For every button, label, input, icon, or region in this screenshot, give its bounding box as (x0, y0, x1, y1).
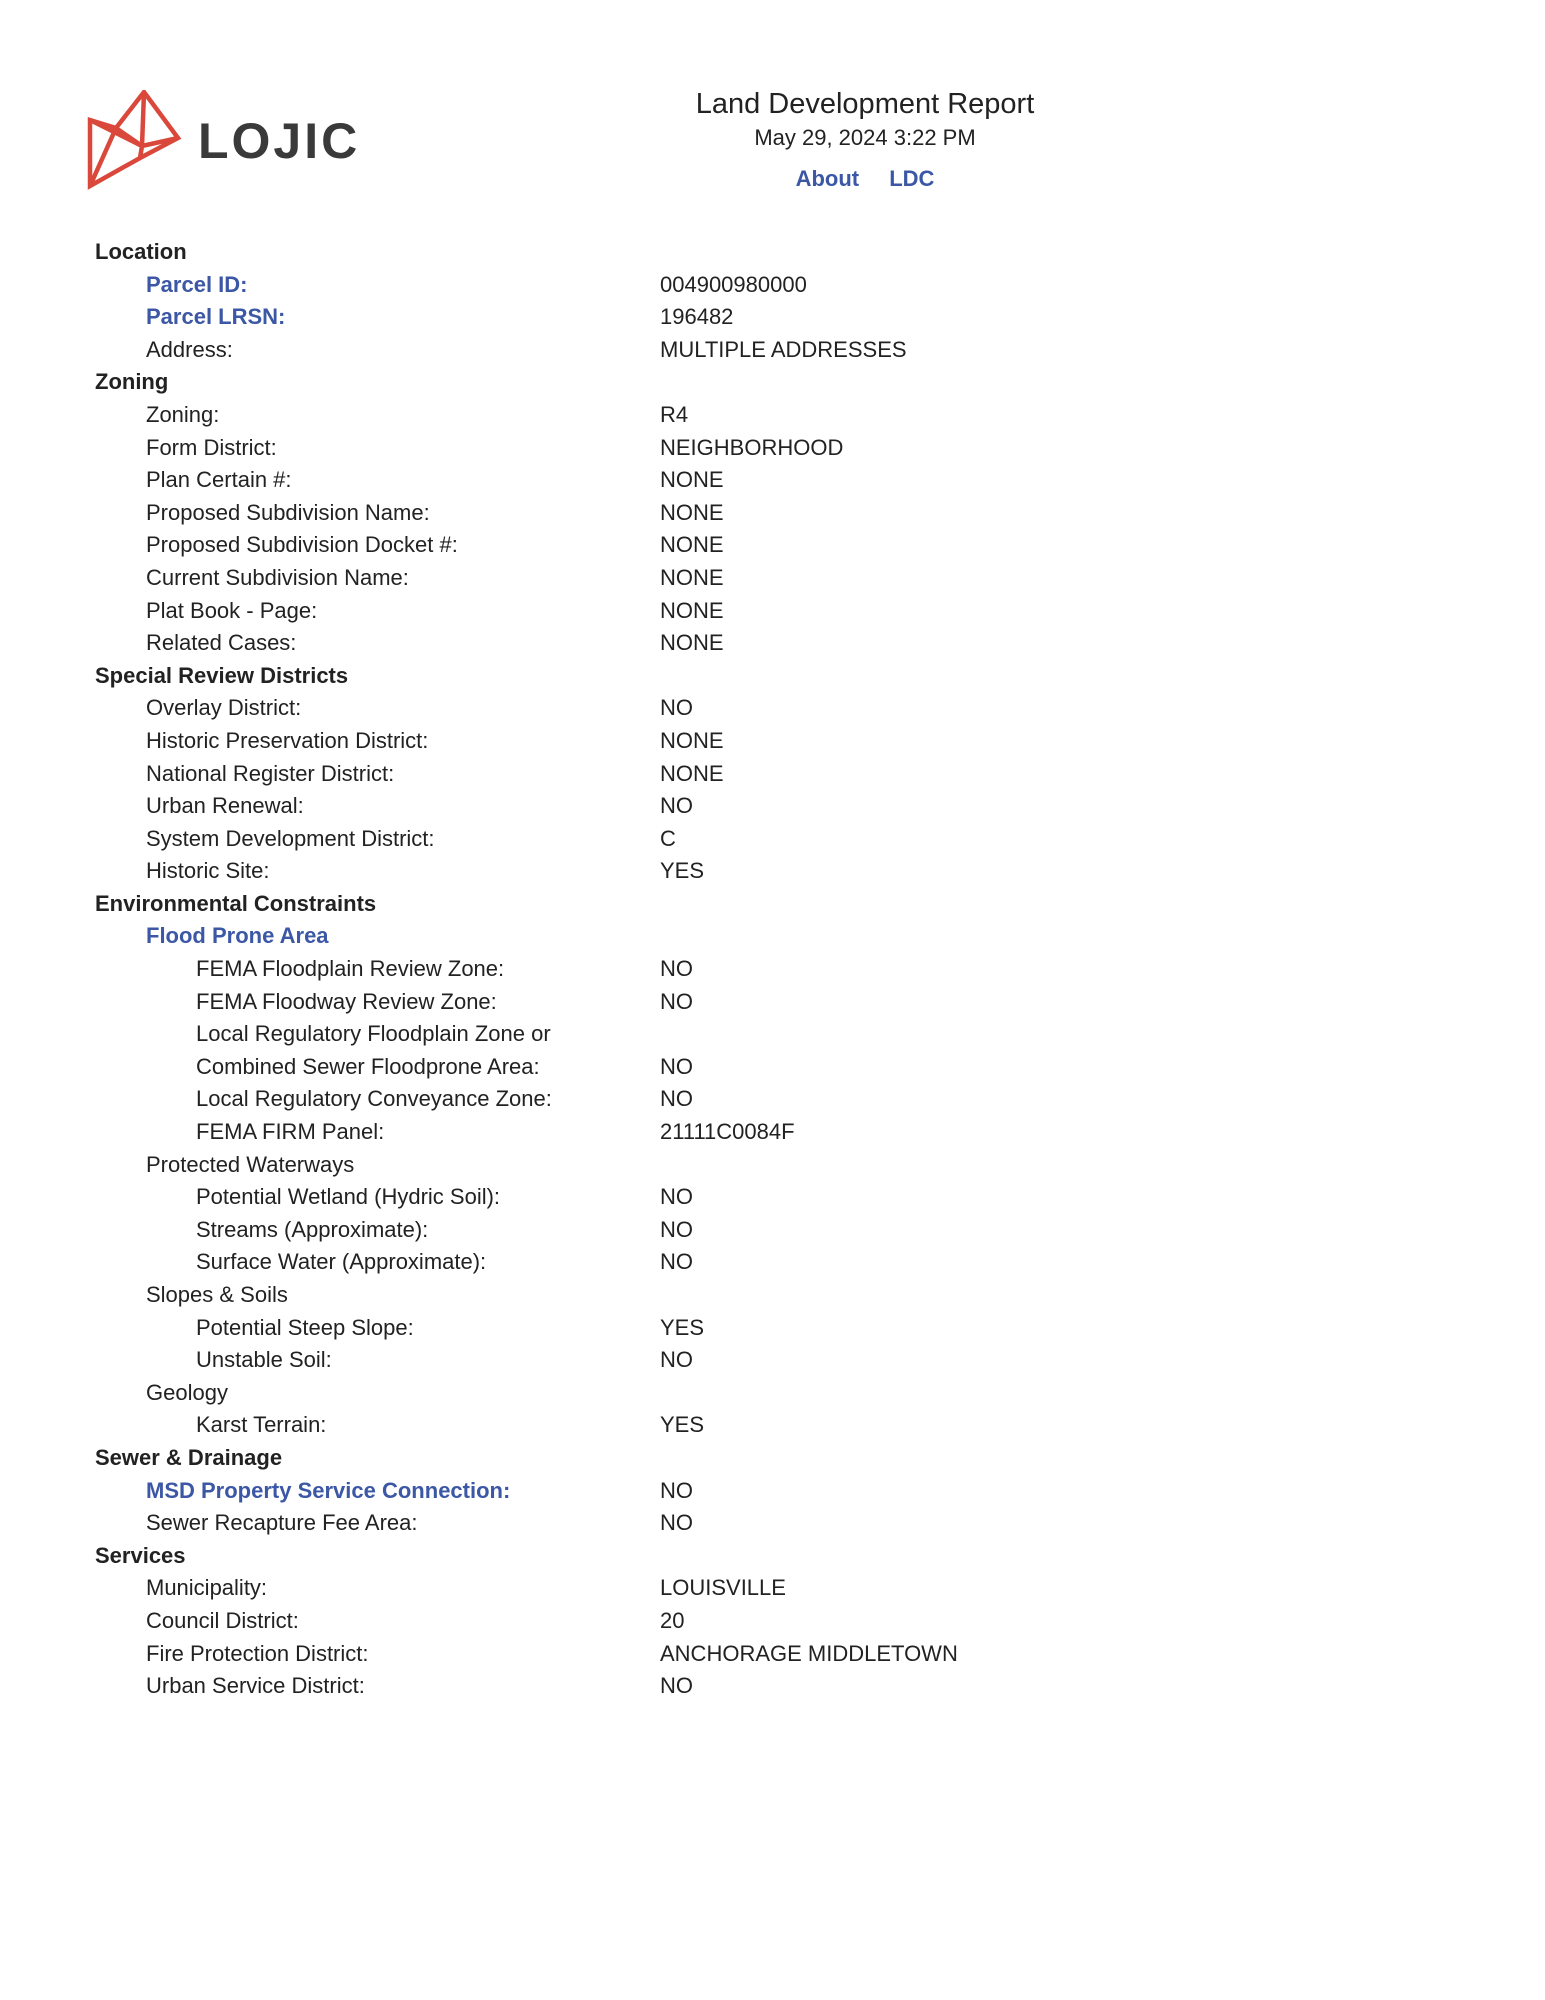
field-value: NONE (660, 467, 724, 493)
field-value: C (660, 825, 676, 851)
section-heading-row (0, 1442, 1545, 1475)
field-label: Municipality: (146, 1575, 268, 1601)
field-row (0, 692, 1545, 725)
field-row (0, 986, 1545, 1019)
field-label: Overlay District: (146, 695, 302, 721)
field-value: NONE (660, 630, 724, 656)
field-label: Zoning: (146, 401, 220, 427)
field-value: NO (660, 988, 693, 1014)
field-label: FEMA Floodplain Review Zone: (196, 956, 505, 982)
field-label: Urban Renewal: (146, 793, 304, 819)
field-row (0, 334, 1545, 367)
field-row (0, 1051, 1545, 1084)
field-link-label[interactable]: MSD Property Service Connection: (146, 1477, 511, 1503)
report-title: Land Development Report (695, 88, 1035, 120)
field-label: Combined Sewer Floodprone Area: (196, 1053, 540, 1079)
lojic-logo-icon (86, 90, 186, 190)
field-label: Historic Site: (146, 858, 270, 884)
field-label: Current Subdivision Name: (146, 564, 409, 590)
field-label: FEMA FIRM Panel: (196, 1119, 385, 1145)
field-link-label[interactable]: Parcel LRSN: (146, 304, 286, 330)
field-row (0, 758, 1545, 791)
report-table (0, 236, 1545, 1703)
field-row (0, 1083, 1545, 1116)
field-value: NO (660, 1216, 693, 1242)
field-row (0, 1409, 1545, 1442)
field-label: Surface Water (Approximate): (196, 1249, 487, 1275)
field-label: Urban Service District: (146, 1673, 365, 1699)
field-label: Sewer Recapture Fee Area: (146, 1510, 418, 1536)
field-value: NO (660, 1673, 693, 1699)
field-value: YES (660, 1314, 705, 1340)
section-heading-row (0, 366, 1545, 399)
field-row (0, 432, 1545, 465)
field-value: ANCHORAGE MIDDLETOWN (660, 1640, 958, 1666)
report-header (640, 86, 1090, 194)
field-row (0, 627, 1545, 660)
field-label: Protected Waterways (146, 1151, 355, 1177)
field-label: System Development District: (146, 825, 435, 851)
field-label: Fire Protection District: (146, 1640, 369, 1666)
field-value: NO (660, 1249, 693, 1275)
field-row (0, 529, 1545, 562)
field-link-label[interactable]: Flood Prone Area (146, 923, 329, 949)
field-row (0, 1312, 1545, 1345)
section-heading: Services (95, 1542, 186, 1568)
field-value: NONE (660, 532, 724, 558)
field-value: 20 (660, 1607, 685, 1633)
field-row (0, 497, 1545, 530)
field-row (0, 790, 1545, 823)
field-row (0, 269, 1545, 302)
brand-name: LOJIC (198, 113, 361, 169)
field-row (0, 1605, 1545, 1638)
about-link[interactable]: About (795, 166, 860, 191)
field-value: NO (660, 1184, 693, 1210)
field-label: Proposed Subdivision Docket #: (146, 532, 458, 558)
section-heading-row (0, 236, 1545, 269)
field-value: NO (660, 956, 693, 982)
section-heading: Special Review Districts (95, 662, 349, 688)
field-row (0, 1018, 1545, 1051)
field-row (0, 1344, 1545, 1377)
field-row (0, 1670, 1545, 1703)
field-value: NO (660, 1086, 693, 1112)
field-row (0, 1214, 1545, 1247)
field-row (0, 1279, 1545, 1312)
section-heading: Environmental Constraints (95, 890, 377, 916)
field-row (0, 1475, 1545, 1508)
field-row (0, 1572, 1545, 1605)
field-label: National Register District: (146, 760, 395, 786)
section-heading: Zoning (95, 369, 169, 395)
field-row (0, 725, 1545, 758)
field-row (0, 595, 1545, 628)
field-value: NO (660, 695, 693, 721)
field-label: Related Cases: (146, 630, 297, 656)
field-value: YES (660, 858, 705, 884)
field-label: Local Regulatory Floodplain Zone or (196, 1021, 551, 1047)
field-value: MULTIPLE ADDRESSES (660, 336, 907, 362)
field-label: Slopes & Soils (146, 1282, 288, 1307)
field-value: R4 (660, 401, 689, 427)
field-label: Form District: (146, 434, 277, 460)
field-row (0, 562, 1545, 595)
field-row (0, 301, 1545, 334)
field-value: 004900980000 (660, 271, 807, 297)
field-label: Historic Preservation District: (146, 727, 429, 753)
field-row (0, 953, 1545, 986)
field-link-label[interactable]: Parcel ID: (146, 271, 248, 297)
field-value: NO (660, 1477, 693, 1503)
field-row (0, 1638, 1545, 1671)
field-label: Streams (Approximate): (196, 1216, 429, 1242)
header-links (640, 164, 1090, 194)
section-heading-row (0, 1540, 1545, 1573)
field-label: Address: (146, 336, 233, 362)
field-row (0, 1116, 1545, 1149)
field-label: Plat Book - Page: (146, 597, 318, 623)
field-value: NO (660, 793, 693, 819)
field-value: NO (660, 1053, 693, 1079)
report-datetime: May 29, 2024 3:22 PM (754, 125, 976, 150)
field-value: NEIGHBORHOOD (660, 434, 844, 460)
field-value: 21111C0084F (660, 1119, 795, 1145)
field-label: Council District: (146, 1607, 299, 1633)
field-row (0, 399, 1545, 432)
field-value: 196482 (660, 304, 734, 330)
field-value: YES (660, 1412, 705, 1438)
field-value: LOUISVILLE (660, 1575, 786, 1601)
field-label: Local Regulatory Conveyance Zone: (196, 1086, 552, 1112)
ldc-link[interactable]: LDC (889, 166, 935, 191)
field-row (0, 1377, 1545, 1410)
field-label: Geology (146, 1379, 228, 1405)
field-row (0, 1246, 1545, 1279)
field-row (0, 1507, 1545, 1540)
field-label: Plan Certain #: (146, 467, 292, 493)
field-label: Karst Terrain: (196, 1412, 327, 1438)
field-row (0, 1181, 1545, 1214)
field-row (0, 920, 1545, 953)
field-row (0, 464, 1545, 497)
field-row (0, 855, 1545, 888)
field-value: NO (660, 1510, 693, 1536)
field-row (0, 823, 1545, 856)
field-value: NONE (660, 760, 724, 786)
field-value: NONE (660, 564, 724, 590)
field-label: Unstable Soil: (196, 1347, 332, 1373)
field-value: NONE (660, 597, 724, 623)
field-label: FEMA Floodway Review Zone: (196, 988, 497, 1014)
field-value: NONE (660, 727, 724, 753)
lojic-logo (86, 90, 361, 190)
field-row (0, 1149, 1545, 1182)
field-label: Potential Steep Slope: (196, 1314, 414, 1340)
field-value: NO (660, 1347, 693, 1373)
field-value: NONE (660, 499, 724, 525)
section-heading: Location (95, 239, 187, 264)
field-label: Potential Wetland (Hydric Soil): (196, 1184, 501, 1210)
section-heading-row (0, 888, 1545, 921)
field-label: Proposed Subdivision Name: (146, 499, 430, 525)
section-heading: Sewer & Drainage (95, 1444, 283, 1470)
section-heading-row (0, 660, 1545, 693)
